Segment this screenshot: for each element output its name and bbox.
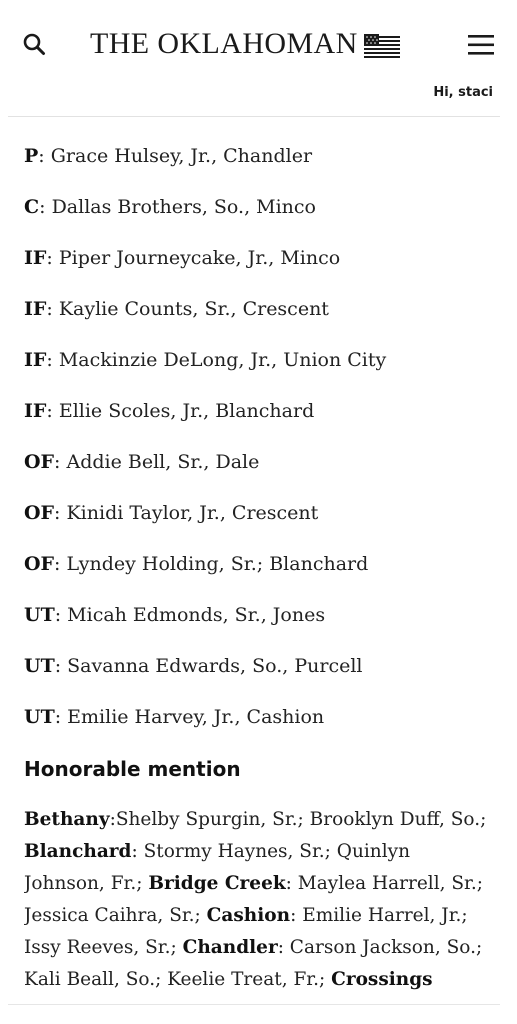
honorable-mention-heading: Honorable mention bbox=[24, 757, 241, 781]
position-label: UT bbox=[24, 655, 55, 677]
team-players: : Carson Jackson, So.; Kali Beall, So.; Keelie Treat, Fr.; bbox=[24, 937, 483, 990]
roster-item bbox=[24, 500, 504, 551]
player-info: : Micah Edmonds, Sr., Jones bbox=[54, 604, 326, 626]
player-info: : Kinidi Taylor, Jr., Crescent bbox=[54, 502, 319, 524]
position-label: IF bbox=[24, 400, 47, 422]
roster-item bbox=[24, 296, 504, 347]
team-name: Blanchard bbox=[24, 841, 132, 862]
roster-item bbox=[24, 551, 504, 602]
team-players: :Shelby Spurgin, Sr.; Brooklyn Duff, So.; bbox=[109, 809, 487, 830]
roster-item bbox=[24, 398, 504, 449]
player-info: : Emilie Harvey, Jr., Cashion bbox=[54, 706, 325, 728]
roster-item bbox=[24, 194, 504, 245]
position-label: IF bbox=[24, 247, 47, 269]
player-info: : Savanna Edwards, So., Purcell bbox=[54, 655, 363, 677]
team-players: : Maylea Harrell, Sr.; Jessica Caihra, Sr.; bbox=[24, 873, 483, 926]
player-info: : Addie Bell, Sr., Dale bbox=[54, 451, 260, 473]
masthead-title: THE OKLAHOMAN bbox=[90, 27, 358, 60]
position-label: C bbox=[24, 196, 40, 218]
position-label: OF bbox=[24, 553, 55, 575]
team-name: Bridge Creek bbox=[148, 873, 286, 894]
player-info: : Grace Hulsey, Jr., Chandler bbox=[38, 145, 313, 167]
position-label: P bbox=[24, 145, 39, 167]
hamburger-menu-icon[interactable] bbox=[468, 34, 494, 56]
site-header bbox=[0, 0, 517, 118]
player-info: : Piper Journeycake, Jr., Minco bbox=[46, 247, 341, 269]
roster-item bbox=[24, 143, 504, 194]
player-info: : Mackinzie DeLong, Jr., Union City bbox=[46, 349, 387, 371]
roster-item bbox=[24, 245, 504, 296]
team-name: Crossings bbox=[331, 969, 433, 990]
user-greeting-link[interactable]: Hi, staci bbox=[433, 85, 493, 100]
player-info: : Kaylie Counts, Sr., Crescent bbox=[46, 298, 329, 320]
position-label: OF bbox=[24, 502, 55, 524]
player-info: : Lyndey Holding, Sr.; Blanchard bbox=[54, 553, 369, 575]
team-players: : Emilie Harrel, Jr.; Issy Reeves, Sr.; bbox=[24, 905, 468, 958]
player-info: : Ellie Scoles, Jr., Blanchard bbox=[46, 400, 315, 422]
position-label: UT bbox=[24, 706, 55, 728]
honorable-mention-paragraph bbox=[24, 804, 492, 1000]
header-divider bbox=[8, 116, 500, 117]
position-label: UT bbox=[24, 604, 55, 626]
team-players: : Stormy Haynes, Sr.; Quinlyn Johnson, Fr.; bbox=[24, 841, 410, 894]
search-icon[interactable] bbox=[22, 32, 48, 58]
all-district-roster bbox=[24, 143, 504, 755]
player-info: : Dallas Brothers, So., Minco bbox=[39, 196, 316, 218]
roster-item bbox=[24, 602, 504, 653]
team-name: Bethany bbox=[24, 809, 110, 830]
roster-item bbox=[24, 449, 504, 500]
position-label: OF bbox=[24, 451, 55, 473]
masthead-logo[interactable] bbox=[90, 27, 400, 61]
roster-item bbox=[24, 347, 504, 398]
position-label: IF bbox=[24, 298, 47, 320]
bottom-divider bbox=[8, 1004, 500, 1005]
team-name: Chandler bbox=[182, 937, 278, 958]
us-flag-icon bbox=[364, 32, 400, 56]
team-name: Cashion bbox=[206, 905, 291, 926]
position-label: IF bbox=[24, 349, 47, 371]
roster-item bbox=[24, 704, 504, 755]
roster-item bbox=[24, 653, 504, 704]
